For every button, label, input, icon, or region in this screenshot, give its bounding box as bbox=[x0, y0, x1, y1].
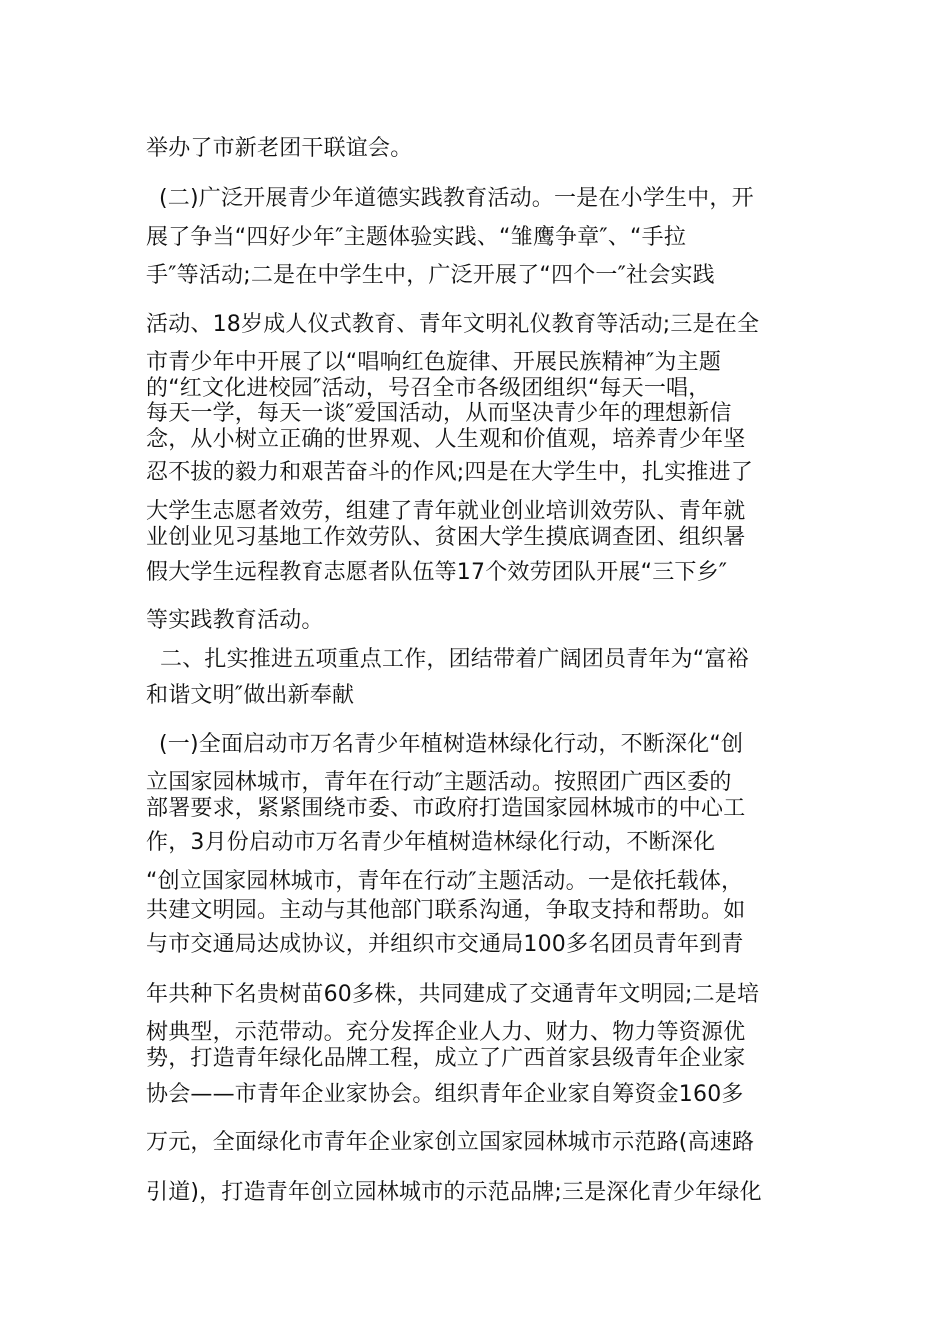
text-line: 忍不拔的毅力和艰苦奋斗的作风;四是在大学生中，扎实推进了 bbox=[146, 460, 754, 485]
text-line: 年共种下名贵树苗60多株，共同建成了交通青年文明园;二是培 bbox=[146, 982, 760, 1007]
text-line: 与市交通局达成协议，并组织市交通局100多名团员青年到青 bbox=[146, 932, 744, 957]
text-line: 活动、18岁成人仪式教育、青年文明礼仪教育等活动;三是在全 bbox=[146, 312, 760, 337]
section-heading: 二、扎实推进五项重点工作，团结带着广阔团员青年为“富裕 bbox=[160, 647, 749, 672]
text-line: 大学生志愿者效劳，组建了青年就业创业培训效劳队、青年就 bbox=[146, 499, 746, 524]
text-line: 作，3月份启动市万名青少年植树造林绿化行动，不断深化 bbox=[146, 830, 716, 855]
section-heading: (二)广泛开展青少年道德实践教育活动。一是在小学生中，开 bbox=[159, 186, 754, 211]
text-line: “创立国家园林城市，青年在行动″主题活动。一是依托载体， bbox=[146, 869, 744, 894]
text-line: 万元，全面绿化市青年企业家创立国家园林城市示范路(高速路 bbox=[146, 1130, 755, 1155]
text-line: 念，从小树立正确的世界观、人生观和价值观，培养青少年坚 bbox=[146, 427, 746, 452]
text-line: 等实践教育活动。 bbox=[146, 608, 324, 633]
text-line: 举办了市新老团干联谊会。 bbox=[146, 136, 413, 161]
text-line: 和谐文明″做出新奉献 bbox=[146, 683, 355, 708]
text-line: 势，打造青年绿化品牌工程，成立了广西首家县级青年企业家 bbox=[146, 1046, 746, 1071]
text-line: 业创业见习基地工作效劳队、贫困大学生摸底调查团、组织暑 bbox=[146, 525, 746, 550]
text-line: 共建文明园。主动与其他部门联系沟通，争取支持和帮助。如 bbox=[146, 898, 746, 923]
text-line: 展了争当“四好少年″主题体验实践、“雏鹰争章″、“手拉 bbox=[146, 225, 687, 250]
text-line: 树典型，示范带动。充分发挥企业人力、财力、物力等资源优 bbox=[146, 1020, 746, 1045]
text-line: 引道)，打造青年创立园林城市的示范品牌;三是深化青少年绿化 bbox=[146, 1180, 762, 1205]
text-line: 协会——市青年企业家协会。组织青年企业家自筹资金160多 bbox=[146, 1082, 744, 1107]
text-line: 部署要求，紧紧围绕市委、市政府打造国家园林城市的中心工 bbox=[146, 796, 746, 821]
section-heading: (一)全面启动市万名青少年植树造林绿化行动，不断深化“创 bbox=[159, 732, 744, 757]
text-line: 手″等活动;二是在中学生中，广泛开展了“四个一″社会实践 bbox=[146, 263, 715, 288]
text-line: 立国家园林城市，青年在行动″主题活动。按照团广西区委的 bbox=[146, 770, 732, 795]
text-line: 的“红文化进校园″活动，号召全市各级团组织“每天一唱， bbox=[146, 376, 711, 401]
text-line: 每天一学，每天一谈″爱国活动，从而坚决青少年的理想新信 bbox=[146, 401, 732, 426]
text-line: 市青少年中开展了以“唱响红色旋律、开展民族精神″为主题 bbox=[146, 350, 722, 375]
text-line: 假大学生远程教育志愿者队伍等17个效劳团队开展“三下乡″ bbox=[146, 560, 728, 585]
